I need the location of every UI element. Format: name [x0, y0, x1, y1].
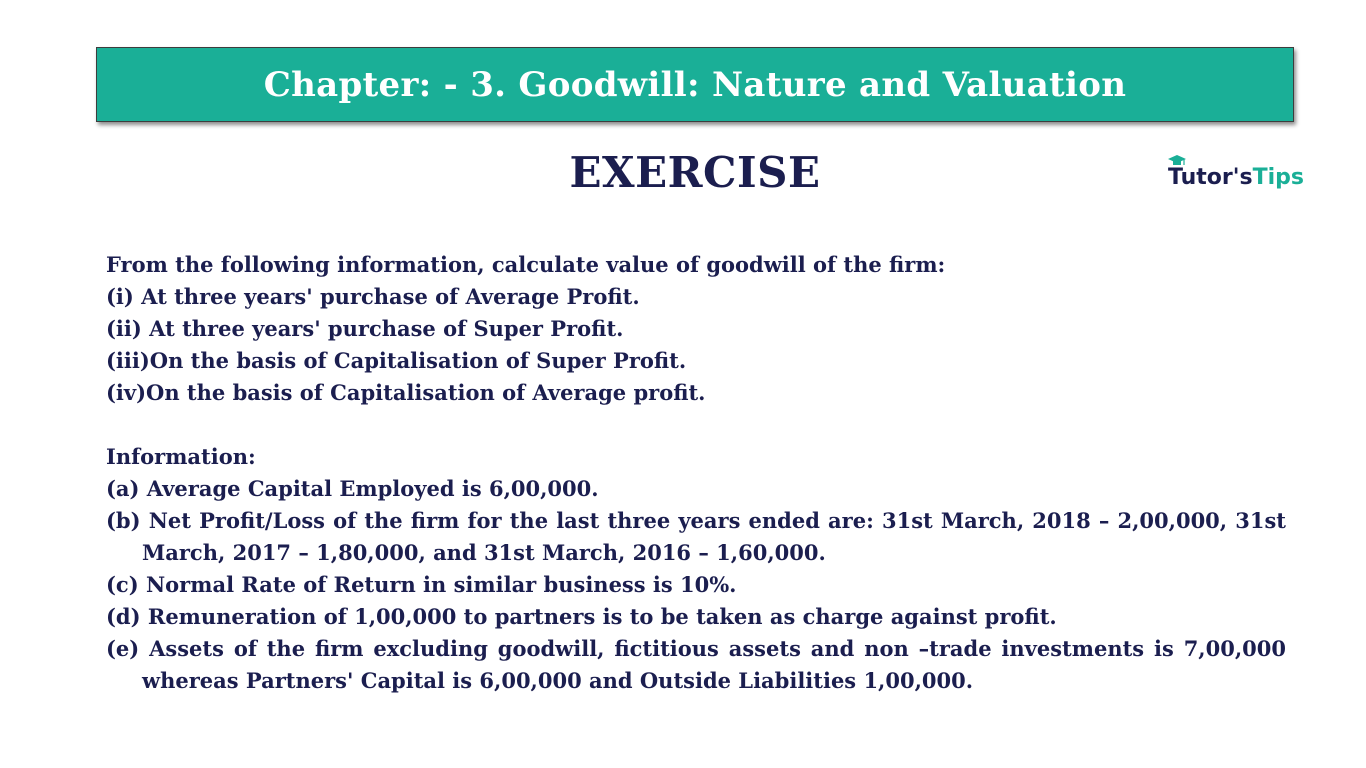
logo-text-tips: Tips: [1252, 165, 1304, 190]
exercise-heading: EXERCISE: [569, 148, 821, 197]
info-item-b: (b) Net Profit/Loss of the firm for the last three years ended are: 31st March, 2018 – 2,00,000, 31st March, 2017 – 1,80,000, and 31st March, 2016 – 1,60,000.: [106, 508, 1286, 565]
information-label: Information:: [106, 444, 256, 469]
question-body: [106, 249, 1286, 697]
info-item-a: (a) Average Capital Employed is 6,00,000.: [106, 476, 599, 501]
info-item-d: (d) Remuneration of 1,00,000 to partners is to be taken as charge against profit.: [106, 604, 1057, 629]
graduation-cap-icon: [1168, 155, 1186, 167]
chapter-title: Chapter: - 3. Goodwill: Nature and Valuation: [263, 64, 1127, 105]
info-item-c: (c) Normal Rate of Return in similar business is 10%.: [106, 572, 737, 597]
info-item-e: (e) Assets of the firm excluding goodwill, fictitious assets and non –trade investments is 7,00,000 whereas Partners' Capital is 6,00,000 and Outside Liabilities 1,00,000.: [106, 636, 1286, 693]
tutors-tips-logo: [1168, 155, 1304, 189]
chapter-banner: [96, 47, 1294, 122]
question-part-ii: (ii) At three years' purchase of Super Profit.: [106, 316, 624, 341]
question-part-i: (i) At three years' purchase of Average Profit.: [106, 284, 640, 309]
question-part-iv: (iv)On the basis of Capitalisation of Average profit.: [106, 380, 706, 405]
question-part-iii: (iii)On the basis of Capitalisation of Super Profit.: [106, 348, 687, 373]
question-intro: From the following information, calculate value of goodwill of the firm:: [106, 252, 946, 277]
logo-text-tutors: Tutor's: [1168, 165, 1253, 190]
